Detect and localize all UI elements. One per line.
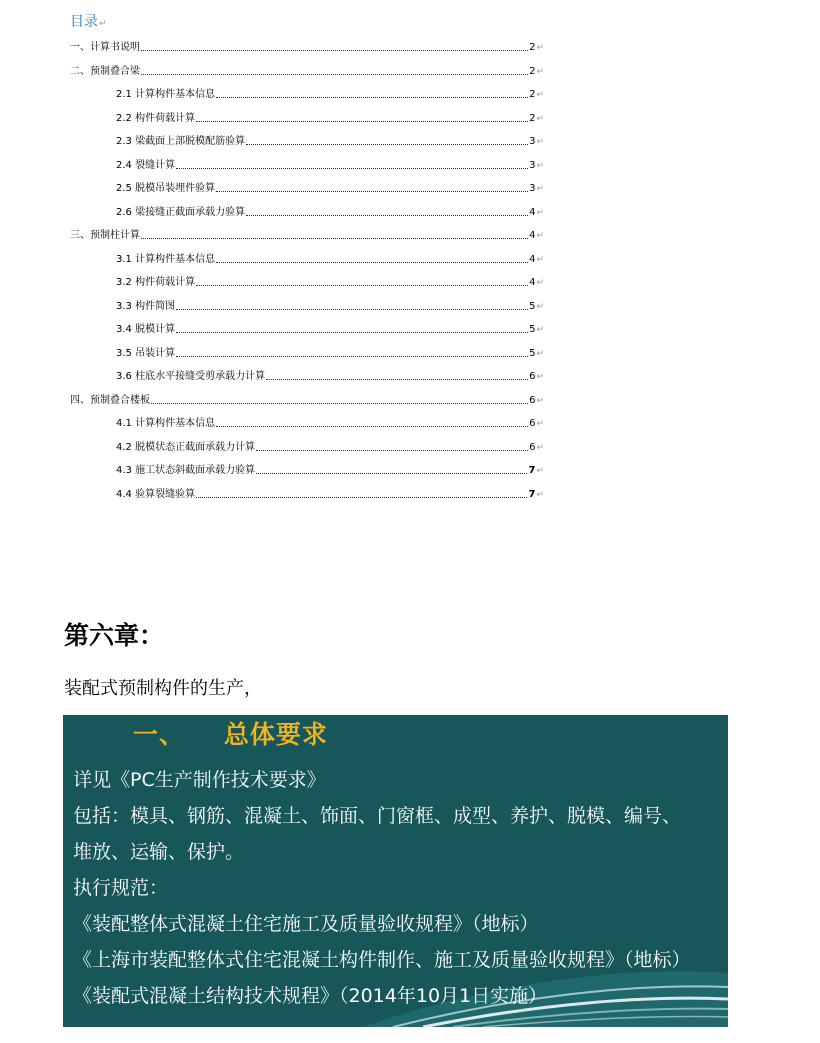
- toc-leader-dots: [246, 144, 528, 145]
- toc-leader-dots: [176, 309, 528, 310]
- toc-entry[interactable]: [70, 38, 544, 54]
- toc-title-text: 目录: [70, 14, 98, 30]
- paragraph-mark-icon: ↵: [536, 160, 544, 171]
- toc-entry[interactable]: [116, 367, 544, 383]
- paragraph-mark-icon: ↵: [536, 113, 544, 124]
- toc-entry-label: 三、预制柱计算: [70, 230, 140, 241]
- toc-entry[interactable]: [116, 485, 544, 501]
- toc-entry-label: 3.4 脱模计算: [116, 324, 176, 335]
- toc-entry[interactable]: [116, 250, 544, 266]
- toc-leader-dots: [151, 403, 528, 404]
- toc-entry-page: 3: [529, 183, 536, 194]
- slide-line: 堆放、运输、保护。: [73, 841, 245, 863]
- toc-entry-label: 一、计算书说明: [70, 42, 140, 53]
- toc-entry[interactable]: [70, 62, 544, 78]
- toc-entry[interactable]: [116, 438, 544, 454]
- toc-leader-dots: [176, 356, 528, 357]
- slide-line: 包括：模具、钢筋、混凝土、饰面、门窗框、成型、养护、脱模、编号、: [73, 805, 682, 827]
- toc-entry-label: 2.1 计算构件基本信息: [116, 89, 216, 100]
- toc-entry[interactable]: [116, 320, 544, 336]
- paragraph-mark-icon: ↵: [99, 19, 107, 29]
- paragraph-mark-icon: ↵: [536, 348, 544, 359]
- toc-leader-dots: [216, 97, 528, 98]
- toc-entry-page: 6: [529, 394, 536, 406]
- toc-entry[interactable]: [116, 85, 544, 101]
- paragraph-mark-icon: ↵: [536, 231, 544, 241]
- toc-entry-page: 5: [529, 300, 536, 312]
- slide-line: 执行规范：: [73, 877, 169, 899]
- slide-line: 《上海市装配整体式住宅混凝土构件制作、施工及质量验收规程》（地标）: [73, 949, 691, 971]
- toc-entry-label: 4.2 脱模状态正截面承载力计算: [116, 441, 256, 453]
- toc-entry[interactable]: [70, 391, 544, 407]
- toc-entry-page: 7: [528, 465, 536, 476]
- toc-entry[interactable]: [116, 109, 544, 125]
- toc-entry[interactable]: [116, 179, 544, 195]
- paragraph-mark-icon: ↵: [536, 43, 544, 53]
- toc-entry-label: 2.6 梁接缝正截面承载力验算: [116, 206, 246, 218]
- toc-entry-page: 4: [529, 206, 536, 218]
- paragraph-mark-icon: ↵: [536, 419, 544, 429]
- paragraph-mark-icon: ↵: [536, 66, 544, 77]
- paragraph-mark-icon: ↵: [536, 278, 544, 288]
- toc-entry-label: 3.1 计算构件基本信息: [116, 253, 216, 265]
- paragraph-mark-icon: ↵: [536, 301, 544, 312]
- toc-entry[interactable]: [70, 226, 544, 242]
- toc-leader-dots: [141, 74, 528, 75]
- paragraph-mark-icon: ↵: [536, 184, 544, 194]
- slide-line: 《装配整体式混凝土住宅施工及质量验收规程》（地标）: [73, 913, 539, 935]
- toc-entry[interactable]: [116, 461, 544, 477]
- toc-leader-dots: [266, 379, 528, 380]
- toc-entry-page: 5: [529, 347, 536, 359]
- paragraph-mark-icon: ↵: [536, 489, 544, 500]
- toc-leader-dots: [141, 238, 528, 239]
- paragraph-mark-icon: ↵: [536, 254, 544, 265]
- toc-entry-label: 3.2 构件荷载计算: [116, 277, 196, 288]
- toc-entry[interactable]: [116, 132, 544, 148]
- toc-leader-dots: [256, 473, 527, 474]
- toc-entry-label: 4.1 计算构件基本信息: [116, 418, 216, 429]
- paragraph-mark-icon: ↵: [536, 90, 544, 100]
- toc-entry[interactable]: [116, 156, 544, 172]
- toc-entry-page: 2: [529, 112, 536, 124]
- toc-entry-label: 3.5 吊装计算: [116, 347, 176, 359]
- toc-entry-page: 4: [529, 253, 536, 265]
- toc-entry-page: 7: [528, 488, 536, 500]
- toc-entry[interactable]: [116, 297, 544, 313]
- toc-entry[interactable]: [116, 344, 544, 360]
- toc-entry-page: 2: [529, 42, 536, 53]
- toc-leader-dots: [176, 332, 528, 333]
- toc-entry-label: 4.4 验算裂缝验算: [116, 488, 196, 500]
- intro-text: 装配式预制构件的生产，: [64, 678, 262, 699]
- toc-leader-dots: [141, 50, 528, 51]
- toc-leader-dots: [246, 215, 528, 216]
- toc-entry-label: 2.4 裂缝计算: [116, 159, 176, 171]
- toc-leader-dots: [196, 497, 527, 498]
- toc-entry-page: 6: [529, 441, 536, 453]
- toc-entry[interactable]: [116, 203, 544, 219]
- toc-entry-label: 二、预制叠合梁: [70, 65, 140, 77]
- toc-entry-page: 4: [529, 230, 536, 241]
- toc-entry-page: 2: [529, 65, 536, 77]
- toc-entry-label: 3.6 柱底水平接缝受剪承载力计算: [116, 371, 266, 382]
- toc-entry-label: 2.5 脱模吊装埋件验算: [116, 183, 216, 194]
- toc-entry[interactable]: [116, 414, 544, 430]
- slide-title: 一、 总体要求: [133, 720, 328, 749]
- toc-leader-dots: [216, 426, 528, 427]
- toc-entry-page: 6: [529, 371, 536, 382]
- paragraph-mark-icon: ↵: [536, 466, 544, 476]
- chapter-heading: 第六章：: [64, 621, 165, 650]
- toc-entry-page: 3: [529, 136, 536, 147]
- toc-entry-page: 4: [529, 277, 536, 288]
- toc-leader-dots: [176, 168, 528, 169]
- toc-leader-dots: [196, 285, 528, 286]
- toc-entry-page: 5: [529, 324, 536, 335]
- toc-entry-page: 6: [529, 418, 536, 429]
- toc-entry-label: 3.3 构件简图: [116, 300, 176, 312]
- toc-entry[interactable]: [116, 273, 544, 289]
- toc-entry-label: 四、预制叠合楼板: [70, 394, 150, 406]
- paragraph-mark-icon: ↵: [536, 442, 544, 453]
- toc-leader-dots: [196, 121, 528, 122]
- toc-title: [70, 11, 107, 31]
- toc-entry-page: 3: [529, 159, 536, 171]
- slide-body: [73, 762, 728, 1014]
- toc-entry-label: 2.3 梁截面上部脱模配筋验算: [116, 136, 246, 147]
- paragraph-mark-icon: ↵: [536, 137, 544, 147]
- toc-entry-label: 4.3 施工状态斜截面承载力验算: [116, 465, 256, 476]
- toc-entry-label: 2.2 构件荷载计算: [116, 112, 196, 124]
- toc-leader-dots: [256, 450, 528, 451]
- slide-image: [63, 715, 728, 1027]
- toc-leader-dots: [216, 262, 528, 263]
- paragraph-mark-icon: ↵: [536, 372, 544, 382]
- slide-line: 详见《PC生产制作技术要求》: [73, 769, 326, 791]
- paragraph-mark-icon: ↵: [536, 207, 544, 218]
- toc-entry-page: 2: [529, 89, 536, 100]
- paragraph-mark-icon: ↵: [536, 395, 544, 406]
- toc-leader-dots: [216, 191, 528, 192]
- paragraph-mark-icon: ↵: [536, 325, 544, 335]
- slide-line: 《装配式混凝土结构技术规程》（2014年10月1日实施）: [73, 985, 548, 1007]
